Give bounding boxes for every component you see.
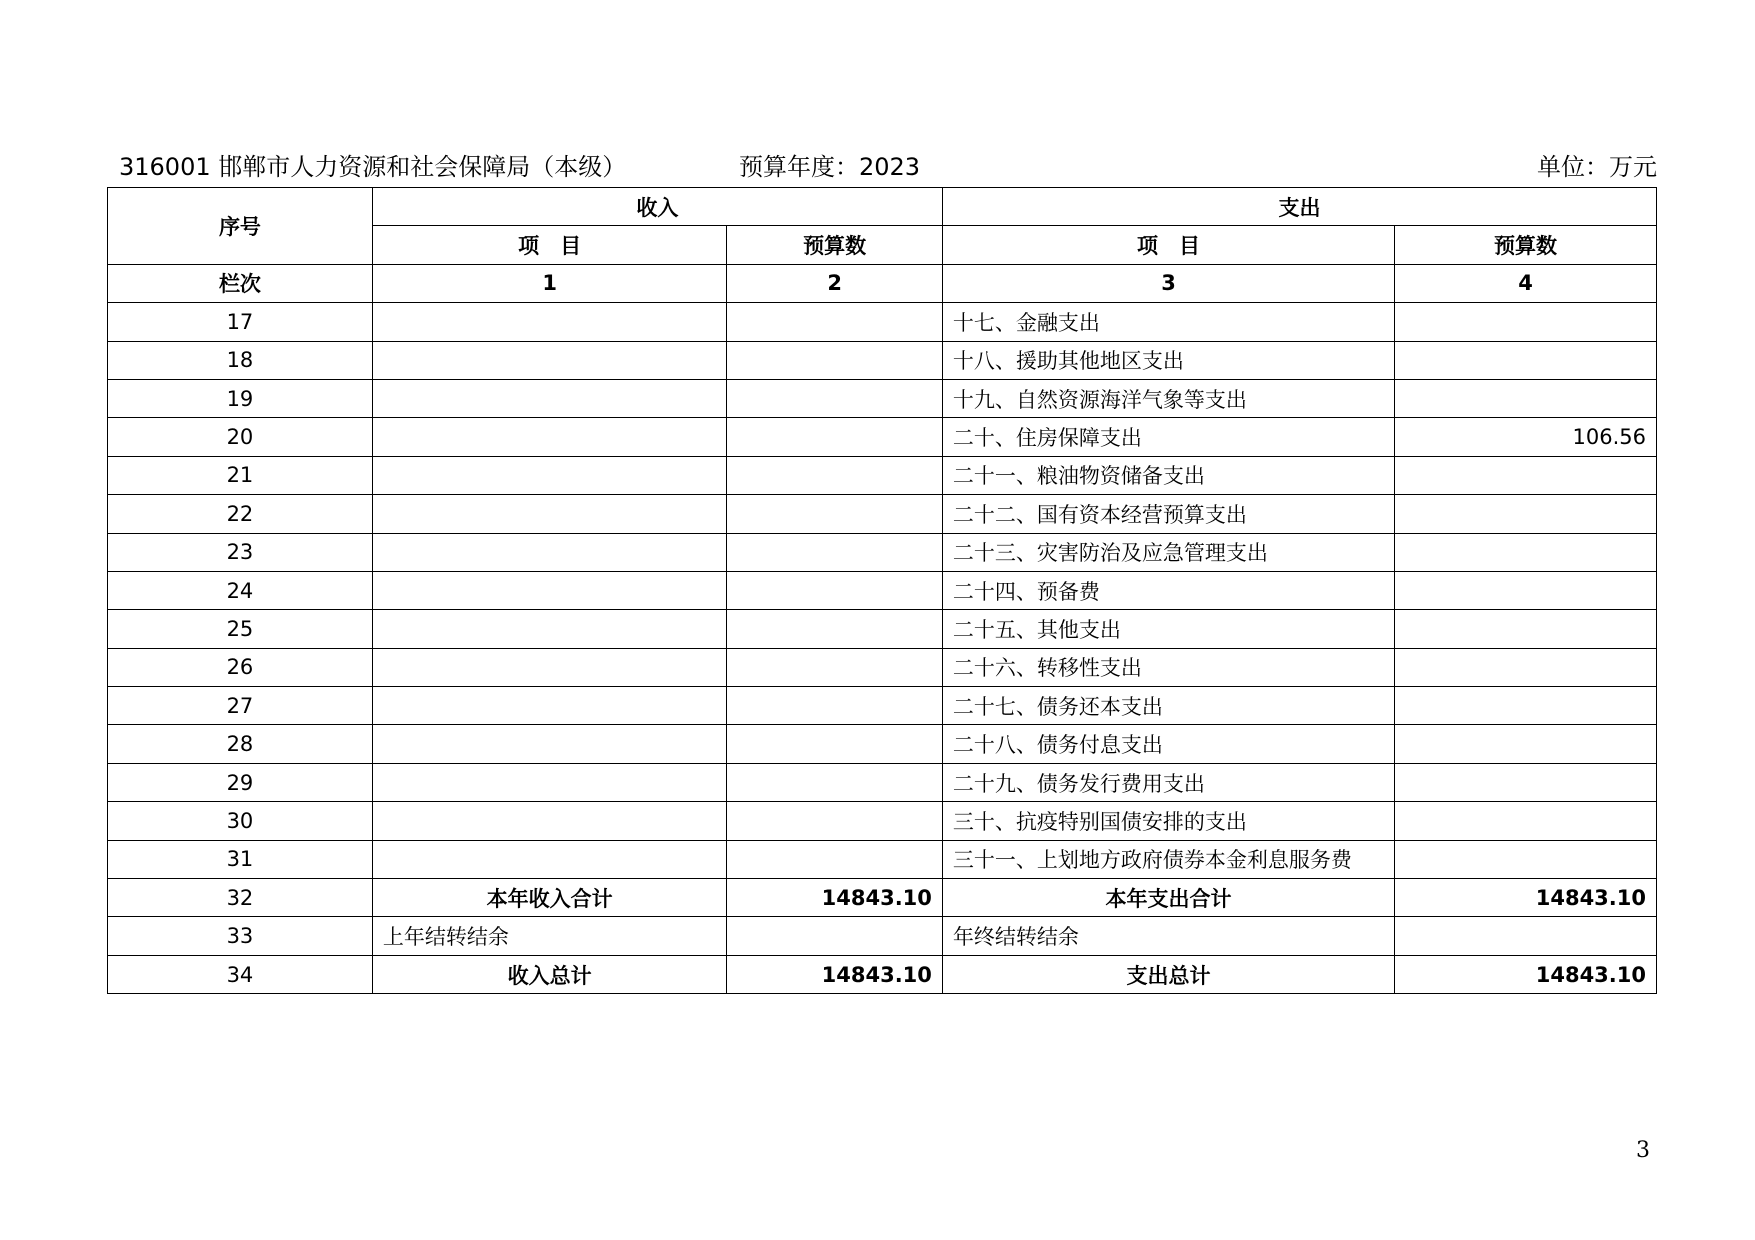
row-seq: 33 — [108, 917, 373, 955]
income-value — [727, 341, 943, 379]
income-value — [727, 456, 943, 494]
row-seq: 32 — [108, 879, 373, 917]
income-value — [727, 648, 943, 686]
income-value — [727, 418, 943, 456]
header-row-1 — [108, 188, 1657, 226]
table-row — [108, 955, 1657, 993]
expense-item: 二十五、其他支出 — [942, 610, 1394, 648]
income-item: 本年收入合计 — [372, 879, 727, 917]
income-item — [372, 840, 727, 878]
column-index-2: 2 — [727, 264, 943, 302]
income-value — [727, 725, 943, 763]
table-row — [108, 763, 1657, 801]
table-row — [108, 917, 1657, 955]
expense-value: 106.56 — [1395, 418, 1657, 456]
expense-value — [1395, 571, 1657, 609]
row-seq: 31 — [108, 840, 373, 878]
income-item: 上年结转结余 — [372, 917, 727, 955]
income-value — [727, 840, 943, 878]
expense-value — [1395, 456, 1657, 494]
row-seq: 20 — [108, 418, 373, 456]
expense-item: 二十四、预备费 — [942, 571, 1394, 609]
expense-item: 本年支出合计 — [942, 879, 1394, 917]
table-row — [108, 571, 1657, 609]
row-seq: 17 — [108, 303, 373, 341]
expense-value — [1395, 917, 1657, 955]
row-seq: 27 — [108, 687, 373, 725]
income-value — [727, 571, 943, 609]
table-row — [108, 610, 1657, 648]
row-seq: 23 — [108, 533, 373, 571]
income-item — [372, 456, 727, 494]
expense-item: 二十八、债务付息支出 — [942, 725, 1394, 763]
expense-item: 二十三、灾害防治及应急管理支出 — [942, 533, 1394, 571]
expense-value — [1395, 495, 1657, 533]
row-seq: 19 — [108, 379, 373, 417]
budget-year: 预算年度：2023 — [739, 153, 921, 181]
income-value: 14843.10 — [727, 955, 943, 993]
table-row — [108, 418, 1657, 456]
table-row — [108, 879, 1657, 917]
table-row — [108, 725, 1657, 763]
row-label: 栏次 — [108, 264, 373, 302]
expense-item: 支出总计 — [942, 955, 1394, 993]
table-row — [108, 303, 1657, 341]
expense-item: 三十、抗疫特别国债安排的支出 — [942, 802, 1394, 840]
row-seq: 26 — [108, 648, 373, 686]
expense-item: 二十六、转移性支出 — [942, 648, 1394, 686]
expense-value — [1395, 648, 1657, 686]
income-header: 收入 — [372, 188, 942, 226]
expense-item: 二十一、粮油物资储备支出 — [942, 456, 1394, 494]
expense-item: 二十七、债务还本支出 — [942, 687, 1394, 725]
income-item — [372, 418, 727, 456]
budget-table — [107, 187, 1657, 994]
row-seq: 34 — [108, 955, 373, 993]
table-row — [108, 687, 1657, 725]
row-seq: 24 — [108, 571, 373, 609]
expense-value — [1395, 840, 1657, 878]
expense-value — [1395, 379, 1657, 417]
income-value — [727, 687, 943, 725]
table-row — [108, 648, 1657, 686]
expense-item-header: 项 目 — [942, 226, 1394, 264]
row-seq: 21 — [108, 456, 373, 494]
income-item — [372, 763, 727, 801]
expense-item: 三十一、上划地方政府债券本金利息服务费 — [942, 840, 1394, 878]
expense-value — [1395, 687, 1657, 725]
table-row — [108, 379, 1657, 417]
expense-item: 二十、住房保障支出 — [942, 418, 1394, 456]
expense-item: 二十二、国有资本经营预算支出 — [942, 495, 1394, 533]
income-value — [727, 495, 943, 533]
row-seq: 29 — [108, 763, 373, 801]
income-item — [372, 648, 727, 686]
expense-value: 14843.10 — [1395, 879, 1657, 917]
income-value — [727, 303, 943, 341]
row-seq: 25 — [108, 610, 373, 648]
expense-value — [1395, 341, 1657, 379]
income-value — [727, 763, 943, 801]
column-index-4: 4 — [1395, 264, 1657, 302]
column-index-1: 1 — [372, 264, 727, 302]
table-row — [108, 456, 1657, 494]
row-seq: 22 — [108, 495, 373, 533]
expense-item: 十九、自然资源海洋气象等支出 — [942, 379, 1394, 417]
expense-value — [1395, 303, 1657, 341]
income-value: 14843.10 — [727, 879, 943, 917]
income-item — [372, 571, 727, 609]
expense-item: 二十九、债务发行费用支出 — [942, 763, 1394, 801]
expense-value — [1395, 725, 1657, 763]
table-row — [108, 802, 1657, 840]
page-number: 3 — [1636, 1138, 1650, 1163]
income-item — [372, 533, 727, 571]
expense-item: 十八、援助其他地区支出 — [942, 341, 1394, 379]
income-value — [727, 533, 943, 571]
income-item: 收入总计 — [372, 955, 727, 993]
income-value — [727, 802, 943, 840]
expense-value — [1395, 610, 1657, 648]
unit-label: 单位：万元 — [1537, 153, 1657, 181]
table-row — [108, 840, 1657, 878]
income-budget-header: 预算数 — [727, 226, 943, 264]
income-item — [372, 725, 727, 763]
row-seq: 18 — [108, 341, 373, 379]
income-item — [372, 303, 727, 341]
income-item — [372, 379, 727, 417]
table-row — [108, 533, 1657, 571]
expense-value — [1395, 533, 1657, 571]
income-item — [372, 687, 727, 725]
income-item — [372, 610, 727, 648]
income-value — [727, 610, 943, 648]
table-row — [108, 495, 1657, 533]
row-seq: 30 — [108, 802, 373, 840]
expense-item: 年终结转结余 — [942, 917, 1394, 955]
column-index-row — [108, 264, 1657, 302]
table-row — [108, 341, 1657, 379]
income-value — [727, 379, 943, 417]
expense-value — [1395, 802, 1657, 840]
seq-column-header: 序号 — [108, 188, 373, 265]
income-item — [372, 495, 727, 533]
column-index-3: 3 — [942, 264, 1394, 302]
expense-value: 14843.10 — [1395, 955, 1657, 993]
table-header — [119, 148, 1657, 186]
expense-value — [1395, 763, 1657, 801]
income-item — [372, 341, 727, 379]
expense-budget-header: 预算数 — [1395, 226, 1657, 264]
income-value — [727, 917, 943, 955]
income-item-header: 项 目 — [372, 226, 727, 264]
expense-header: 支出 — [942, 188, 1656, 226]
expense-item: 十七、金融支出 — [942, 303, 1394, 341]
row-seq: 28 — [108, 725, 373, 763]
organization-name: 316001 邯郸市人力资源和社会保障局（本级） — [119, 153, 627, 181]
income-item — [372, 802, 727, 840]
